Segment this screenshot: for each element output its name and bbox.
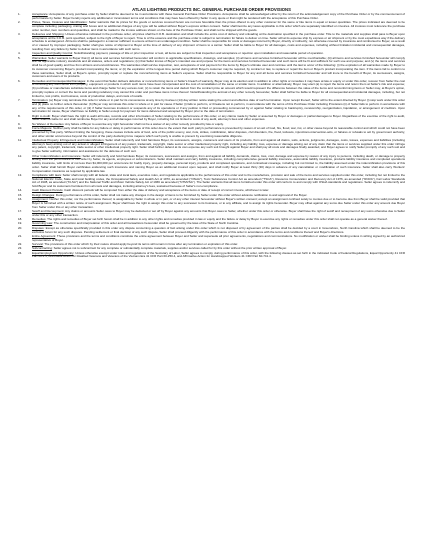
clause-text: : Seller warrants that its prices for the goods or services covered herein are not less favorable than the prices offered to any other customer for the same or like items in equal or lesser quantities. The prices indicated are deemed to be complete including packaging, crating and boxes and no additional charges of any type will be added without Buyer's express written consent. Seller shall itemize any taxes applicable to this order which are separately identified on invoices. All invoices must reference the purchase order number, item numbers and quantities, and shall be mailed to the invoice address shown on the face of the Purchase Order, and shall not be shipped with the goods. (32, 21, 405, 32)
clause-number: 16. (18, 197, 23, 202)
clause-heading: Subcontracting (32, 247, 53, 251)
clause-heading: Compliance with laws (32, 173, 61, 177)
clause-item (18, 127, 405, 138)
clause-number: 6. (18, 78, 21, 83)
clause-text: : During performance of this order, Seller shall not make any changes in the design of items to be furnished by Seller under this order without advance notification to and approval of the Buyer. (54, 193, 308, 197)
clause-heading: Entire Agreement (32, 234, 56, 238)
clause-heading: Setoff and Recoupment (32, 210, 64, 213)
clause-body (32, 222, 405, 226)
clause-body (32, 21, 405, 32)
clause-heading: Disputes (32, 226, 44, 230)
clause-text: : Seller warrants to Buyer that (i) all items and services furnished hereunder will conform to applicable specifications, drawings, and samples; (ii) all items and services furnished hereunder will be merchantable; (iii) all items and services furnished hereunder will comply with all applicable industry standards and all statutes, orders and regulations; (iv) that Seller knows of Buyer's intended use and purpose for the items and services furnished hereunder and such items will be fit and sufficient for such use and purpose; and (v) the items and services shall be of good quality and free from all liens and encumbrances. The warranties shall survive inspection, test, acceptance of and payment for the items by Buyer's ultimate user and continue until the last to occur of the following: (i) the expiration of all warranties made by Buyer to its customer concerning Buyer's product incorporating the items; or (ii) the expiration of the longest time period during which Buyer's customer may be required, by contract or law, to replace or repair the item or Buyer's product incorporating the item. If the items fail to conform to these warranties, Seller shall, at Buyer's option, promptly repair or replace the nonconforming items at Seller's expense. Seller shall be responsible to Buyer for any and all items and services furnished hereunder and will inure to the benefit of Buyer, its successors, assigns, customers and users of its products. (32, 56, 405, 79)
clause-item (18, 235, 405, 243)
clause-body (32, 235, 405, 243)
clause-body (32, 80, 405, 99)
clause-number: 20. (18, 225, 23, 230)
clause-heading: Inspection and Quality Control (32, 52, 73, 56)
clause-item (18, 198, 405, 209)
clause-item (18, 189, 405, 193)
clause-body (32, 139, 405, 154)
clause-item (18, 57, 405, 80)
clause-item (18, 33, 405, 52)
clause-item (18, 155, 405, 174)
clause-body (32, 189, 405, 193)
clause-text: : Unless otherwise indicated in the purchase order, all prices shall be F.O.B. destination and shall include the entire cost of delivery and unloading at the destination specified in the purchase order. Title to the materials and supplies shall pass to Buyer upon acceptance at the F.O.B. point specified, subject to the right of Buyer to reject. Time is of the essence and the purchase order is subject to termination for failure to deliver on time. Seller will at its expense ship by express or air shipment or by the most expeditious way if the delivery schedule is endangered. All items shall be packaged in a manner sufficient to ensure arrival in an undamaged condition. Seller shall be responsible for costs or damages incurred by Buyer, directly or indirectly, not otherwise covered by insurance and reimbursed to Buyer, as a result of or caused by improper packaging. Seller shall give notice of shipment to Buyer at the time of delivery of any shipment of items to a carrier. Seller shall be liable to Buyer for all damages, costs and expenses, including without limitation incidental and consequential damages, resulting from any failure by Seller to deliver items in accordance with such terms. (32, 32, 405, 51)
clause-text: : Acceptance of any purchase order by Seller shall be deemed to be in accordance with these General Purchase Order Provisions. Acceptance shall be acknowledged either by the return of the acknowledgement copy of the Purchase Order or by the commencement of performance by Seller. Buyer hereby rejects any additional or inconsistent terms and conditions that may have been offered by Seller in any quote or that might be tendered with the acceptance of this Purchase Order. (32, 13, 405, 20)
clause-item (18, 174, 405, 189)
clause-number: 13. (18, 172, 23, 177)
clause-item (18, 210, 405, 218)
clause-item (18, 218, 405, 222)
clause-heading: Remedies and Consequential Damages (32, 79, 86, 83)
clause-item (18, 243, 405, 247)
clause-number: 3. (18, 31, 21, 36)
clause-heading: No Waiver of Remedies (32, 122, 64, 126)
clause-item (18, 80, 405, 99)
clause-number: 9. (18, 121, 21, 126)
clause-text: : These provisions and the terms and conditions constitute the entire agreement between Buyer and Seller and supersede all prior agreements, negotiations and communications. No modification or waiver shall be binding unless in writing signed by an authorized representative of Buyer. (32, 234, 405, 242)
clause-heading: Acceptance (32, 13, 48, 16)
clause-heading: Other Indemnification and Insurance (32, 154, 81, 158)
clause-text: : Any failure of Buyer to exercise any right hereunder shall not be a waiver of any other remedy provided by law or equity. (63, 122, 224, 126)
clause-number: 2. (18, 20, 21, 25)
clause-item (18, 52, 405, 56)
clause-item (18, 123, 405, 127)
document-title: ATLAS LIGHTING PRODUCTS INC. GENERAL PURCHASE ORDER PROVISIONS (132, 7, 291, 12)
clause-text: : Seller shall indemnify and hold harmless Buyer, its successors, assigns, customers and users of its products, from and against all claims, suits, actions, judgments, damages, costs, losses, expenses and liabilities (including attorney's fees) arising out of any actual or alleged infringement of any patent, trademark, copyright, trade secret or other intellectual property right, including any liability, loss, expense or damage arising out of any claim that the items or services supplied under this order infringe any patent, copyright, trademark, trade secret or other intellectual property right. Seller shall further defend at its own expense any such suit brought against Buyer and shall pay all costs and damages finally awarded, and Buyer agrees to notify Seller promptly of any such suit and to give Seller authority, information and assistance for the defense of such suit. (32, 138, 405, 154)
clause-body (32, 227, 405, 235)
clause-text: : Unless otherwise exempt under rules and regulations of the Secretary of Labor, Seller agrees to comply, during performance of this order, with the following clauses as set forth in the indicated Code of Federal Regulations, Equal Opportunity 41 CFR Part 60-1.4, Affirmative Action for Disabled Veterans and Veterans of the Vietnam Era 41 CFR Part 60-250.4, and Affirmative Action for Handicapped Workers 41 CFR Part 60-741.4. (32, 251, 405, 259)
clause-heading: Governing Law (32, 222, 53, 226)
clause-item (18, 252, 405, 260)
clause-body (32, 243, 405, 247)
clause-text: : Except as otherwise specifically provided in this order any dispute concerning a question of fact arising under this order which is not disposed of by agreement of the parties shall be decided by a court in Greensboro, North Carolina which shall be deemed to be the exclusive forum for any such disputes. Pending settlement or final decision of any such dispute, Seller shall proceed diligently with the performance of this order in accordance with the terms and conditions thereof and Buyer's directions. (32, 226, 405, 234)
clause-text: : Neither party shall be liable for any failure or delay in performance of this order due to the extent that such party's performance is prevented by reason of an act of God, fire, flood, war, riot, or other cause beyond its reasonable control and which could not have been prevented by that party. Without limiting the foregoing, these causes include acts of God, acts of the public enemy, war, riots, strikes, mobilization, labor disputes, civil disorders, fire, flood, lockouts, injunctions-intervention-acts, or failures or refusals to act by government authority, and other similar occurrences beyond the control of the party declaring force majeure which such party is unable to prevent by exercising reasonable diligence. (32, 127, 405, 138)
clause-item (18, 139, 405, 154)
clause-text: : The construction and interpretation of this order and all transactions hereunder shall be governed by the laws of the State of North Carolina. (52, 222, 239, 226)
clause-text: : Buyer shall have the right to audit all books, records and other information of Seller relating to the performance of this order, or any claims made by Seller or asserted by Buyer or damages or partial damages to Buyer. Regardless of the exercise of the right to audit, Seller shall be liable for and shall reimburse Buyer for any and all damages incurred by Buyer, including but not limited to costs of any audit, attorney's fees and other expenses. (32, 114, 405, 122)
clause-heading: Assignment (32, 198, 48, 202)
clause-number: 7. (18, 98, 21, 103)
clause-number: 17. (18, 209, 23, 213)
clause-text: : Seller shall comply with all federal, state and local laws, executive rules, and regulations applicable to the performance of this order and to the manufacture, provision and sale of the items and services supplied under this order, including but not limited to the National Electric Code, State and local building codes, the Occupational Safety and Health Act of 1970, as amended ("OSHA"), Toxic Substances Control Act as amended ("TSCA"), Resource Conservation and Recovery Act of 1976, as amended ("RCRA"), Fair Labor Standards Act of 1938, as amended ("FLSA") and the National Traffic and Motor Vehicle Safety Act of 1966 as amended ("NTMVSA"). The Seller warrants that all items furnished under this order will conform to and comply with OSHA standards and regulations. Seller agrees to indemnify and hold Buyer and its customers harmless from all costs and damages, including attorney's fees, sustained because of Seller's non-compliance. (32, 173, 405, 189)
clause-body (32, 218, 405, 222)
clause-item (18, 99, 405, 114)
clause-item (18, 13, 405, 21)
clause-list (18, 13, 405, 259)
clause-text: : Seller agrees not to subcontract for any complete or substantially complete materials, supplies and/or services called for by this order without the prior written approval of Buyer. (52, 247, 287, 251)
clause-heading: Intellectual Property Infringement and Indemnification (32, 138, 104, 142)
clause-heading: Right to Audit (32, 114, 50, 118)
clause-number: 22. (18, 241, 23, 246)
clause-number: 15. (18, 192, 23, 197)
clause-text: : The provisions of this order which by their nature should apply beyond its terms will remain in force after any termination or expiration of this order. (42, 242, 239, 246)
clause-heading: Remedies (32, 218, 46, 222)
clause-heading: Deliveries and Shipping (32, 32, 64, 36)
clause-number: 18. (18, 217, 23, 222)
clause-number: 24. (18, 250, 23, 255)
clause-body (32, 252, 405, 260)
clause-number: 21. (18, 233, 23, 238)
clause-number: 8. (18, 113, 21, 118)
clause-heading: Cash Discount Periods (32, 189, 63, 193)
clause-body (32, 33, 405, 52)
clause-body (32, 174, 405, 189)
clause-body (32, 57, 405, 80)
clause-number: 10. (18, 126, 23, 131)
clause-text: : Neither this order, nor the performance thereof, is assignable by Seller in whole or in part, or of any other interest hereunder without Buyer's written consent; except an assignment confined solely to monies due or to become due from Buyer shall be valid provided that Buyer is furnished with a written notice of such assignment. Buyer shall have the right to assign this order to any successor to its business, or to any affiliate, and to assign its rights hereunder. Buyer may offset against any sums due Seller under this order any amount due Buyer from Seller under this or any other transaction. (32, 198, 405, 209)
clause-number: 4. (18, 51, 21, 56)
clause-number: 14. (18, 188, 23, 193)
clause-body (32, 99, 405, 114)
clause-text: : The rights and remedies of Buyer set forth herein shall be in addition to any other rights and remedies provided in law or equity and the failure or delay by Buyer to exercise any rights or remedies under this order shall not operate as a general waiver thereof. (45, 218, 388, 222)
clause-body (32, 52, 405, 56)
clause-number: 19. (18, 221, 23, 226)
clause-text: : Cash discount periods will be computed from either the date of delivery and acceptance of the items or date of receipt of correct invoice, whichever is later. (62, 189, 270, 193)
clause-text: : Seller will indemnify and hold harmless Buyer, its customers, successors and assigns, from and against all liability, demands, claims, loss, cost, damage and expense by reason of any injury to persons, including death, or damage to property arising from the performance of this order by Seller, its agents, employees or subcontractors. Seller shall maintain and carry liability insurance, including comprehensive general liability insurance, automobile liability insurance, products liability insurance and completed operations liability insurance, with limits of not less than $1,000,000 per occurrence for bodily injury, property damage, personal injury, products and completed operations, and contractual coverage, including but not limited to, the liability assumed under the indemnification provisions of this order. Seller shall furnish Buyer certificates evidencing such insurance and naming Buyer as an additional insured upon request, and shall notify Buyer at least thirty (30) days in advance of any cancellation or modification of such insurance. Seller shall also carry Workers' Compensation insurance as required by applicable law. (32, 154, 405, 173)
clause-text: : Notwithstanding payment, passage of title or prior inspection or test, all items are subject to final inspection and acceptance or rejection upon installation and reasonable period of operation. (72, 52, 324, 56)
clause-body (32, 123, 405, 127)
clause-heading: Equal Employment Opportunity (32, 251, 74, 255)
clause-body (32, 115, 405, 123)
clause-body (32, 247, 405, 251)
clause-heading: Termination (32, 99, 48, 103)
clause-number: 12. (18, 153, 23, 158)
clause-item (18, 227, 405, 235)
clause-number: 5. (18, 55, 21, 60)
clause-number: 1. (18, 12, 21, 16)
clause-body (32, 210, 405, 218)
clause-item (18, 222, 405, 226)
clause-heading: Design Changes (32, 193, 55, 197)
clause-number: 11. (18, 137, 22, 142)
clause-body (32, 13, 405, 21)
clause-text: : Any claims or amounts Seller owes to Buyer may be deducted or set off by Buyer against any amounts that Buyer owes to Seller, whether under this order or otherwise. Buyer shall have the right of setoff and recoupment of any sums otherwise due to Seller under this or any other transaction. (32, 210, 405, 217)
clause-item (18, 21, 405, 32)
clause-item (18, 115, 405, 123)
clause-heading: Survival (32, 242, 43, 246)
clause-text: : In the event that Seller delivers defective or nonconforming items or Seller's breach of warranty, Buyer may at its election and in addition to other rights or remedies it may have at law or equity or under this order, recover from Seller the cost of removing any such items from property, equipment or products in which such items have been incorporated and the cost of reinstallation of the same or similar items. In addition or alternatively, Buyer may elect (a) to reject the items and return them at Seller's risk and expense; (b) purchase or manufacture substitute items and charge Seller for any excess cost; (c) to retain the items and deduct from the contract price an amount which would represent the difference between the value of the items and nonconforming items or Seller may, at Buyer's option, promptly replace or correct the items and pending redelivery may cancel this order and purchase items in lieu thereof. Notwithstanding the accrual of any other remedy hereunder, Seller shall further be liable to Buyer for all consequential and incidental damages, including, but not limited to, lost profits, lost business, costs of production delays, and costs of recalls. (32, 79, 405, 98)
clause-body (32, 194, 405, 198)
clause-heading: Prices, Taxes, Invoices and Identification (32, 21, 87, 25)
clause-heading: Force Majeure (32, 127, 52, 131)
clause-body (32, 155, 405, 174)
clause-item (18, 247, 405, 251)
clause-number: 23. (18, 246, 23, 251)
clause-text: : (a) Buyer may terminate this order in whole or in part for its convenience at any time by fourteen (14) day written notice stating the extent and effective date of such termination. Upon receipt thereof, Seller will to the extent directed by Buyer (i) stop work under this order and (ii) place no further orders thereunder. (b) Buyer may terminate this order in whole or in part for cause if Seller (i) fails to perform, or threatens not to perform, in accordance with the terms of this Purchase Order including Provisions (ii) of Seller fails to perform in accordance with any of the requirements of this order, or (iii) if Seller becomes insolvent or suspends any of its operations or if any petition is filed or proceeding commenced by or against Seller relating to bankruptcy, receivership, reorganization, liquidation, or arrangement of creditors. Upon termination for cause, Buyer shall have no liability to Seller except for payment for items delivered and accepted by Buyer prior to the date of termination. (32, 99, 405, 114)
clause-body (32, 198, 405, 209)
clause-item (18, 194, 405, 198)
clause-body (32, 127, 405, 138)
clause-heading: Warranties (32, 56, 47, 60)
